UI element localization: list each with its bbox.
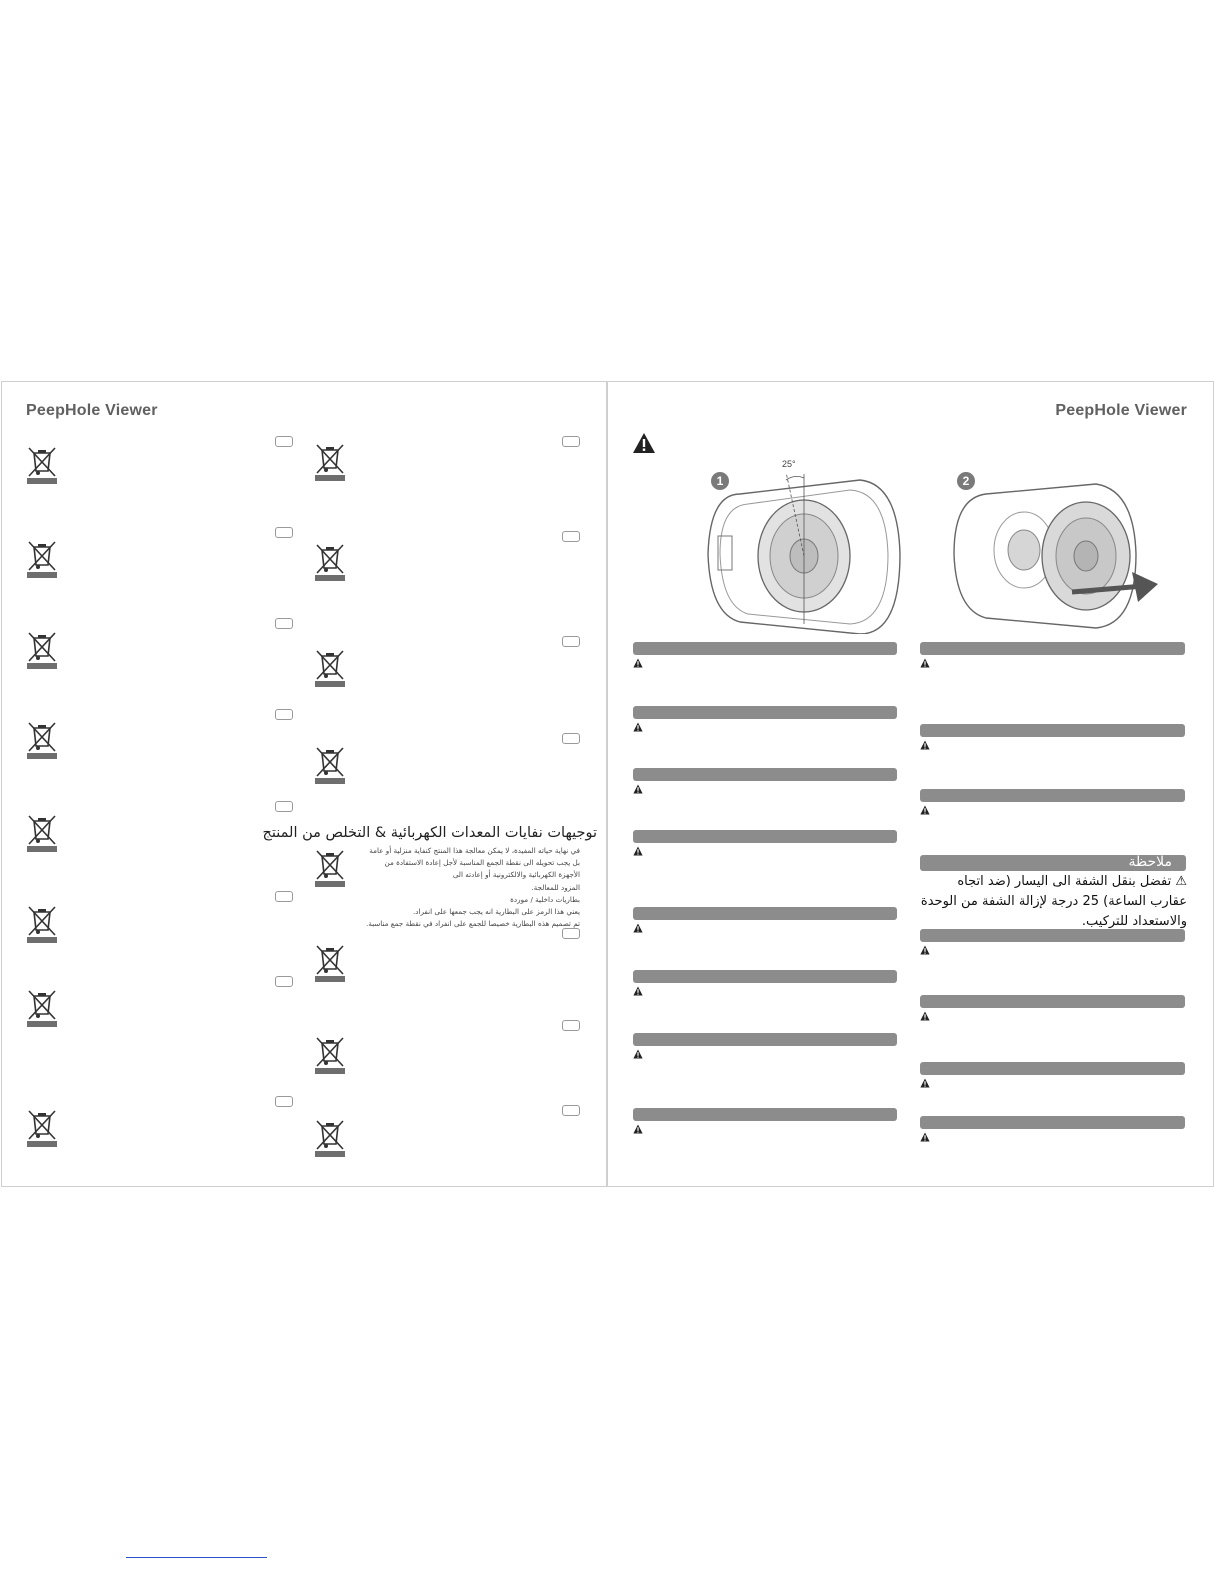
language-tab [275,436,293,447]
section-bar [920,724,1185,737]
language-tab [275,709,293,720]
crossed-out-wheelie-bin-icon [314,1118,348,1157]
figure-rotate-flange [700,459,972,634]
warning-triangle-icon [920,658,930,668]
section-bar [920,1062,1185,1075]
language-tab [562,733,580,744]
weee-text [358,845,580,930]
crossed-out-wheelie-bin-icon [26,720,60,759]
crossed-out-wheelie-bin-icon [314,1035,348,1074]
crossed-out-wheelie-bin-icon [314,943,348,982]
brand-logo: PeepHole Viewer [1055,402,1187,419]
language-tab [562,928,580,939]
peephole-flange-illustration [700,474,972,634]
section-bar [633,706,897,719]
language-tab [275,801,293,812]
weee-line: تم تصميم هذه البطارية خصيصا للجمع على انفراد في نقطة جمع مناسبة. [365,919,580,929]
weee-line: يعني هذا الرمز على البطارية انه يجب جمعها على انفراد. [412,907,580,917]
language-tab [562,531,580,542]
section-bar [920,789,1185,802]
peephole-flange-illustration [946,474,1218,634]
weee-line: بطاريات داخلية / موردة [510,894,580,904]
warning-triangle-icon: ⚠ [1171,874,1187,889]
section-bar [920,995,1185,1008]
warning-triangle-icon [633,846,643,856]
note-text [921,872,1187,932]
section-bar [920,929,1185,942]
language-tab [275,1096,293,1107]
crossed-out-wheelie-bin-icon [26,539,60,578]
warning-triangle-icon [633,1124,643,1134]
crossed-out-wheelie-bin-icon [26,904,60,943]
section-bar [633,830,897,843]
section-bar [633,970,897,983]
figure-remove-flange [946,474,1218,634]
section-bar [633,1033,897,1046]
step-1-badge: 1 [711,472,729,490]
warning-triangle-icon [633,986,643,996]
weee-line: المزود للمعالجة. [531,882,580,892]
warning-triangle-icon [920,945,930,955]
note-line: والاستعداد للتركيب. [1081,914,1187,929]
brand-logo: PeepHole Viewer [26,402,158,419]
section-bar [920,642,1185,655]
section-bar [920,1116,1185,1129]
note-bar [920,855,1186,871]
warning-triangle-icon [920,1132,930,1142]
language-tab [562,1105,580,1116]
section-bar [633,907,897,920]
language-tab [275,527,293,538]
language-tab [275,976,293,987]
crossed-out-wheelie-bin-icon [314,848,348,887]
crossed-out-wheelie-bin-icon [314,542,348,581]
language-tab [275,891,293,902]
crossed-out-wheelie-bin-icon [26,1108,60,1147]
warning-triangle-icon [920,805,930,815]
step-2-badge: 2 [957,472,975,490]
warning-triangle-icon [633,722,643,732]
language-tab [562,436,580,447]
warning-triangle-icon [633,658,643,668]
crossed-out-wheelie-bin-icon [314,442,348,481]
warning-triangle-icon [632,432,656,454]
crossed-out-wheelie-bin-icon [314,648,348,687]
section-bar [633,768,897,781]
section-bar [633,642,897,655]
warning-triangle-icon [633,923,643,933]
warning-triangle-icon [633,784,643,794]
crossed-out-wheelie-bin-icon [26,813,60,852]
weee-line: بل يجب تحويله الى نقطة الجمع المناسبة لأجل إعادة الاستفادة من [384,858,580,868]
warning-triangle-icon [633,1049,643,1059]
angle-label: 25° [782,459,796,469]
crossed-out-wheelie-bin-icon [26,630,60,669]
weee-title: توجيهات نفايات المعدات الكهربائية & التخلص من المنتج [262,825,597,841]
crossed-out-wheelie-bin-icon [26,988,60,1027]
language-tab [275,618,293,629]
warning-triangle-icon [920,740,930,750]
note-line: عقارب الساعة) 25 درجة لإزالة الشفة من الوحدة [920,894,1187,909]
weee-line: في نهاية حياته المفيدة، لا يمكن معالجة هذا المنتج كنفاية منزلية أو عامة [369,846,580,855]
warning-triangle-icon [920,1011,930,1021]
left-page [1,381,607,1187]
note-title: ملاحظة [1128,854,1172,870]
crossed-out-wheelie-bin-icon [314,745,348,784]
section-bar [633,1108,897,1121]
footer-link-underline [126,1557,267,1558]
warning-triangle-icon [920,1078,930,1088]
language-tab [562,636,580,647]
language-tab [562,1020,580,1031]
crossed-out-wheelie-bin-icon [26,445,60,484]
note-line: ⚠ تفضل بنقل الشفة الى اليسار (ضد اتجاه [957,874,1187,889]
weee-line: الأجهزة الكهربائية والالكترونية أو إعادته الى [452,870,580,880]
